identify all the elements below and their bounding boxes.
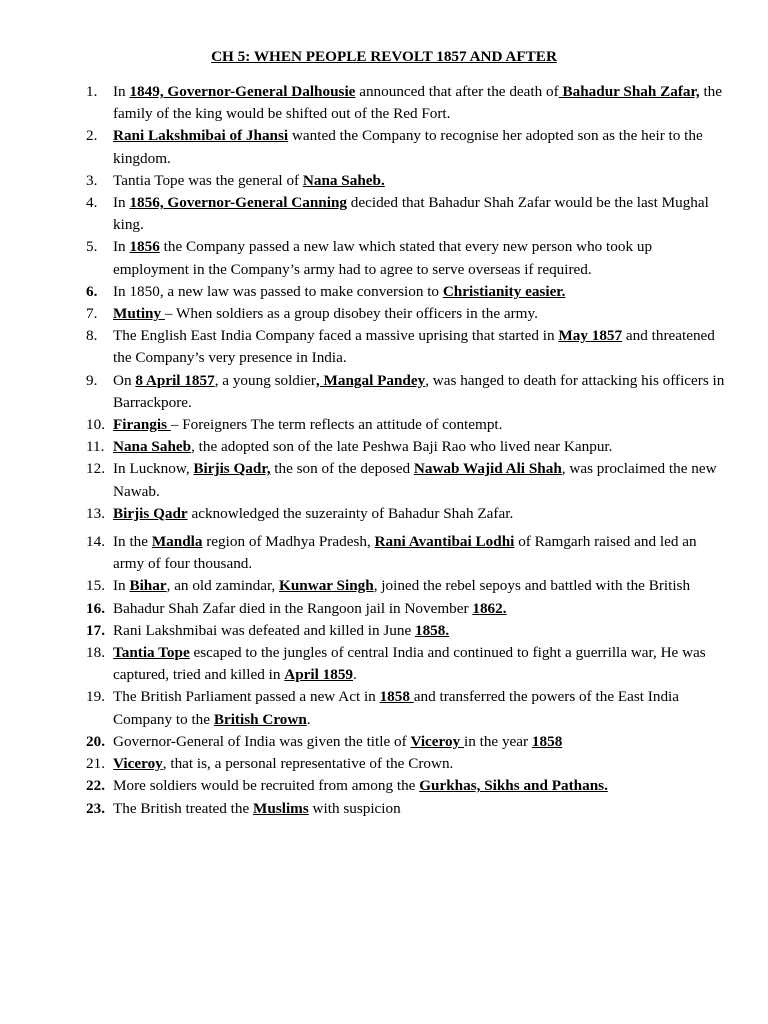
page-title: CH 5: WHEN PEOPLE REVOLT 1857 AND AFTER: [211, 48, 557, 65]
text-segment: , was proclaimed the new Nawab.: [113, 460, 717, 500]
list-item-text: [113, 192, 730, 236]
key-term: 1849, Governor-General Dalhousie: [129, 83, 356, 100]
list-item-number: 21.: [86, 755, 105, 773]
list-item: [86, 686, 730, 730]
list-item-text: [113, 531, 730, 575]
list-item: [86, 598, 730, 620]
list-item: [86, 125, 730, 169]
list-item-text: [113, 775, 730, 797]
key-term: April 1859: [284, 666, 354, 684]
text-segment: wanted the Company to recognise her adopted son as the heir to the kingdom.: [113, 127, 703, 167]
list-item-text: [113, 503, 730, 525]
text-segment: In: [113, 83, 130, 100]
list-item-number: 16.: [86, 599, 105, 617]
key-term: Viceroy: [410, 732, 464, 750]
list-item-number: 3.: [86, 171, 98, 189]
list-item-number: 10.: [86, 416, 105, 434]
key-term: Gurkhas, Sikhs and Pathans.: [419, 777, 608, 795]
list-item-number: 8.: [86, 327, 98, 345]
list-item-number: 20.: [86, 732, 105, 750]
key-term: 1858.: [414, 621, 450, 639]
text-segment: Bahadur Shah Zafar died in the Rangoon jail in November: [113, 599, 473, 617]
text-segment: The British Parliament passed a new Act in: [113, 688, 380, 706]
list-item-text: [113, 598, 730, 620]
key-term: British Crown: [213, 710, 307, 728]
list-item-number: 17.: [86, 621, 105, 639]
list-item: [86, 458, 730, 502]
list-item: [86, 303, 730, 325]
key-term: Nana Saheb: [113, 438, 192, 456]
list-item: [86, 192, 730, 236]
list-item-text: [113, 81, 730, 125]
list-item: [86, 620, 730, 642]
text-segment: More soldiers would be recruited from among the: [113, 777, 420, 795]
list-item: [86, 236, 730, 280]
text-segment: The British treated the: [113, 799, 254, 817]
list-item: [86, 753, 730, 775]
list-item-text: [113, 414, 730, 436]
text-segment: – Foreigners The term reflects an attitude of contempt.: [170, 416, 503, 434]
list-item-number: 4.: [86, 194, 98, 212]
text-segment: acknowledged the suzerainty of Bahadur Shah Zafar.: [187, 504, 514, 522]
list-item-number: 12.: [86, 460, 105, 478]
text-segment: .: [306, 710, 311, 728]
list-item-text: [113, 325, 730, 369]
text-segment: , the adopted son of the late Peshwa Baji Rao who lived near Kanpur.: [191, 438, 613, 456]
list-item: [86, 414, 730, 436]
list-item-number: 2.: [86, 127, 98, 145]
list-item: [86, 798, 730, 820]
notes-list: [86, 81, 730, 820]
text-segment: region of Madhya Pradesh,: [202, 533, 375, 551]
list-item-text: [113, 370, 730, 414]
text-segment: The English East India Company faced a massive uprising that started in: [113, 327, 559, 345]
key-term: 1858: [531, 732, 563, 750]
text-segment: in the year: [464, 732, 532, 750]
list-item-text: [113, 458, 730, 502]
key-term: Firangis: [113, 416, 171, 434]
text-segment: , was hanged to death for attacking his officers in Barrackpore.: [113, 371, 725, 411]
key-term: Muslims: [253, 799, 309, 817]
text-segment: the son of the deposed: [270, 460, 414, 478]
key-term: Nana Saheb.: [302, 171, 385, 189]
text-segment: On: [113, 371, 136, 389]
list-item-number: 23.: [86, 799, 105, 817]
text-segment: , that is, a personal representative of the Crown.: [162, 755, 454, 773]
key-term: , Mangal Pandey: [315, 371, 426, 389]
list-item-text: [113, 170, 730, 192]
text-segment: announced that after the death of: [355, 83, 559, 100]
text-segment: In: [113, 194, 130, 212]
key-term: Rani Avantibai Lodhi: [374, 533, 515, 551]
list-item-number: 14.: [86, 533, 105, 551]
list-item-number: 18.: [86, 644, 105, 662]
list-item-text: [113, 686, 730, 730]
key-term: Bahadur Shah Zafar,: [558, 83, 700, 100]
list-item-number: 19.: [86, 688, 105, 706]
text-segment: Tantia Tope was the general of: [113, 171, 303, 189]
list-item-number: 11.: [86, 438, 105, 456]
key-term: Nawab Wajid Ali Shah: [413, 460, 562, 478]
key-term: Tantia Tope: [113, 644, 190, 662]
text-segment: In: [113, 577, 130, 595]
text-segment: and threatened the Company’s very presence in India.: [113, 327, 715, 367]
list-item-text: [113, 303, 730, 325]
list-item-text: [113, 620, 730, 642]
list-item-number: 5.: [86, 238, 98, 256]
key-term: 1858: [379, 688, 414, 706]
list-item-number: 9.: [86, 371, 98, 389]
key-term: 8 April 1857: [135, 371, 215, 389]
key-term: 1862.: [472, 599, 507, 617]
text-segment: In Lucknow,: [113, 460, 194, 478]
text-segment: Rani Lakshmibai was defeated and killed in June: [113, 621, 415, 639]
key-term: Birjis Qadr,: [193, 460, 271, 478]
text-segment: In 1850, a new law was passed to make conversion to: [113, 282, 443, 300]
key-term: 1856: [129, 238, 160, 256]
list-item-text: [113, 125, 730, 169]
text-segment: the family of the king would be shifted out of the Red Fort.: [113, 83, 723, 123]
list-item-text: [113, 642, 730, 686]
list-item-number: 7.: [86, 305, 98, 323]
text-segment: – When soldiers as a group disobey their officers in the army.: [164, 305, 538, 323]
list-item-text: [113, 798, 730, 820]
key-term: Mutiny: [113, 305, 165, 323]
list-item-number: 13.: [86, 504, 105, 522]
list-item-text: [113, 281, 730, 303]
key-term: Kunwar Singh: [279, 577, 374, 595]
key-term: 1856, Governor-General Canning: [129, 194, 347, 212]
list-item: [86, 575, 730, 597]
text-segment: and transferred the powers of the East India Company to the: [113, 688, 680, 728]
list-item-text: [113, 436, 730, 458]
text-segment: escaped to the jungles of central India and continued to fight a guerrilla war, He was captured, tried and killed in: [113, 644, 706, 684]
text-segment: , an old zamindar,: [166, 577, 280, 595]
text-segment: .: [353, 666, 357, 684]
key-term: Viceroy: [113, 755, 163, 773]
list-item: [86, 503, 730, 525]
list-item-number: 6.: [86, 282, 98, 300]
list-item: [86, 370, 730, 414]
key-term: Birjis Qadr: [113, 504, 188, 522]
key-term: Rani Lakshmibai of Jhansi: [113, 127, 289, 145]
text-segment: , a young soldier: [214, 371, 316, 389]
text-segment: In: [113, 238, 130, 256]
list-item-text: [113, 753, 730, 775]
key-term: May 1857: [558, 327, 623, 345]
list-item: [86, 775, 730, 797]
text-segment: , joined the rebel sepoys and battled with the British: [373, 577, 691, 595]
list-item: [86, 731, 730, 753]
list-item-number: 15.: [86, 577, 105, 595]
text-segment: Governor-General of India was given the title of: [113, 732, 411, 750]
list-item: [86, 642, 730, 686]
text-segment: with suspicion: [308, 799, 401, 817]
list-item: [86, 281, 730, 303]
key-term: Bihar: [129, 577, 167, 595]
list-item: [86, 436, 730, 458]
list-item-number: 1.: [86, 83, 98, 100]
text-segment: decided that Bahadur Shah Zafar would be the last Mughal king.: [113, 194, 709, 234]
key-term: Christianity easier.: [442, 282, 566, 300]
key-term: Mandla: [151, 533, 203, 551]
text-segment: the Company passed a new law which stated that every new person who took up employment in the Company’s army had to agree to serve overseas if required.: [113, 238, 653, 278]
list-item-text: [113, 731, 730, 753]
list-item-text: [113, 236, 730, 280]
text-segment: In the: [113, 533, 152, 551]
list-item: [86, 81, 730, 125]
list-item-number: 22.: [86, 777, 105, 795]
text-segment: of Ramgarh raised and led an army of four thousand.: [113, 533, 697, 573]
list-item: [86, 325, 730, 369]
list-item: [86, 531, 730, 575]
list-item: [86, 170, 730, 192]
list-item-text: [113, 575, 730, 597]
